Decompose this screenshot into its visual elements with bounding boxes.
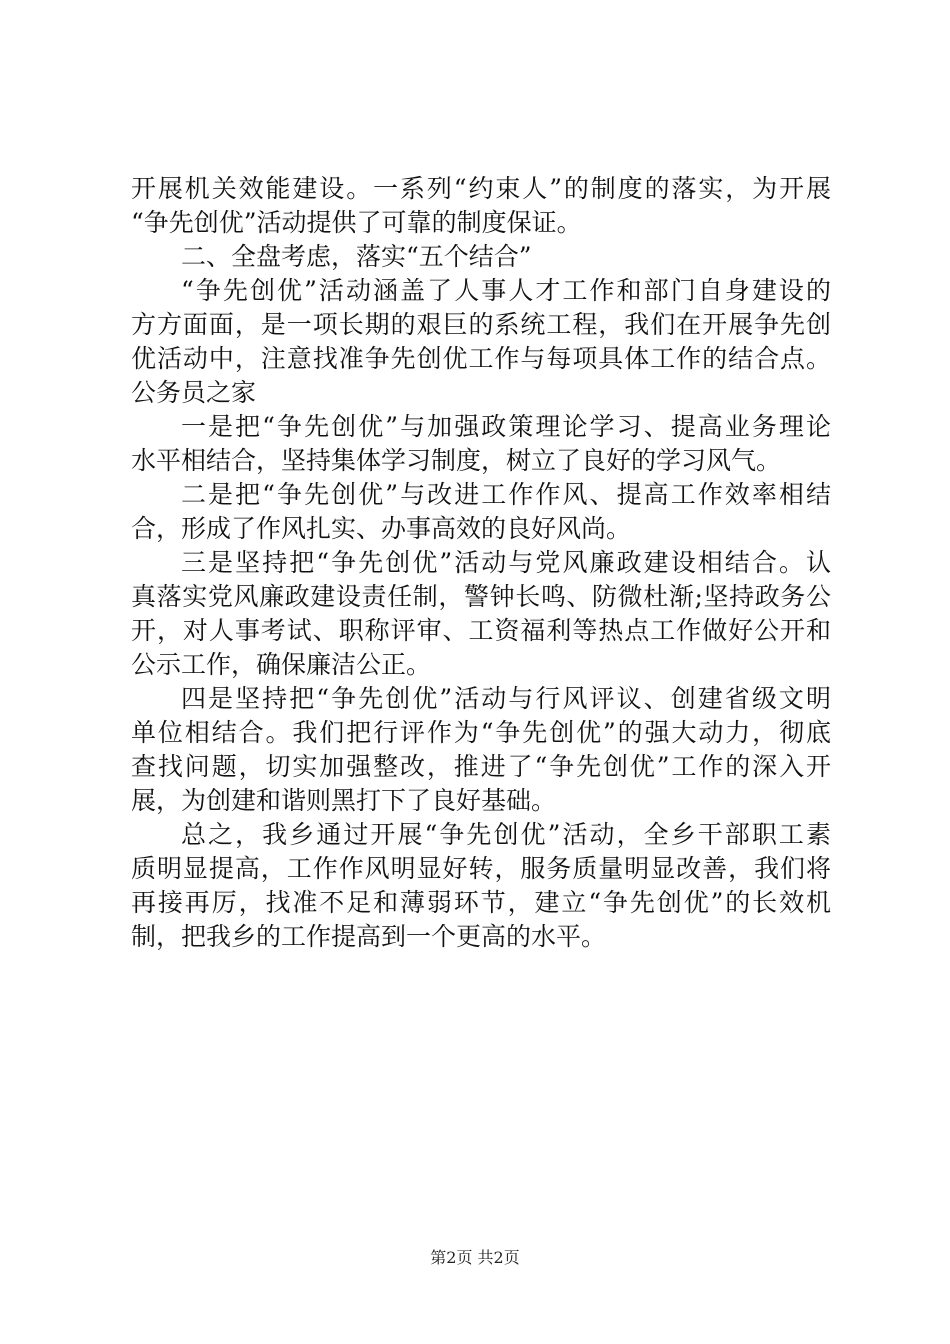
- text-line: 开，对人事考试、职称评审、工资福利等热点工作做好公开和: [131, 616, 831, 645]
- text-line: 优活动中，注意找准争先创优工作与每项具体工作的结合点。: [131, 344, 831, 373]
- text-line: 四是坚持把“争先创优”活动与行风评议、创建省级文明: [181, 684, 831, 713]
- text-line: 公示工作，确保廉洁公正。: [131, 650, 432, 679]
- text-line: 水平相结合，坚持集体学习制度，树立了良好的学习风气。: [131, 446, 782, 475]
- text-line: 质明显提高，工作作风明显好转，服务质量明显改善，我们将: [131, 854, 831, 883]
- text-line: “争先创优”活动涵盖了人事人才工作和部门自身建设的: [181, 276, 831, 305]
- text-line: 再接再厉，找准不足和薄弱环节，建立“争先创优”的长效机: [131, 888, 831, 917]
- text-line: 单位相结合。我们把行评作为“争先创优”的强大动力，彻底: [131, 718, 831, 747]
- text-line: “争先创优”活动提供了可靠的制度保证。: [131, 208, 582, 237]
- page-footer: 第2页 共2页: [430, 1248, 520, 1267]
- text-line: 开展机关效能建设。一系列“约束人”的制度的落实，为开展: [131, 174, 831, 203]
- text-line: 查找问题，切实加强整改，推进了“争先创优”工作的深入开: [131, 752, 831, 781]
- text-line: 公务员之家: [131, 378, 257, 407]
- text-line: 真落实党风廉政建设责任制，警钟长鸣、防微杜渐;坚持政务公: [131, 582, 831, 611]
- text-line: 方方面面，是一项长期的艰巨的系统工程，我们在开展争先创: [131, 310, 831, 339]
- text-line: 制，把我乡的工作提高到一个更高的水平。: [131, 922, 607, 951]
- text-line: 二是把“争先创优”与改进工作作风、提高工作效率相结: [181, 480, 831, 509]
- text-line: 三是坚持把“争先创优”活动与党风廉政建设相结合。认: [181, 548, 831, 577]
- text-line: 合，形成了作风扎实、办事高效的良好风尚。: [131, 514, 632, 543]
- text-line: 一是把“争先创优”与加强政策理论学习、提高业务理论: [181, 412, 831, 441]
- document-body: [131, 172, 831, 954]
- text-line: 总之，我乡通过开展“争先创优”活动，全乡干部职工素: [181, 820, 831, 849]
- text-line: 二、全盘考虑，落实“五个结合”: [181, 242, 532, 271]
- text-line: 展，为创建和谐则黑打下了良好基础。: [131, 786, 557, 815]
